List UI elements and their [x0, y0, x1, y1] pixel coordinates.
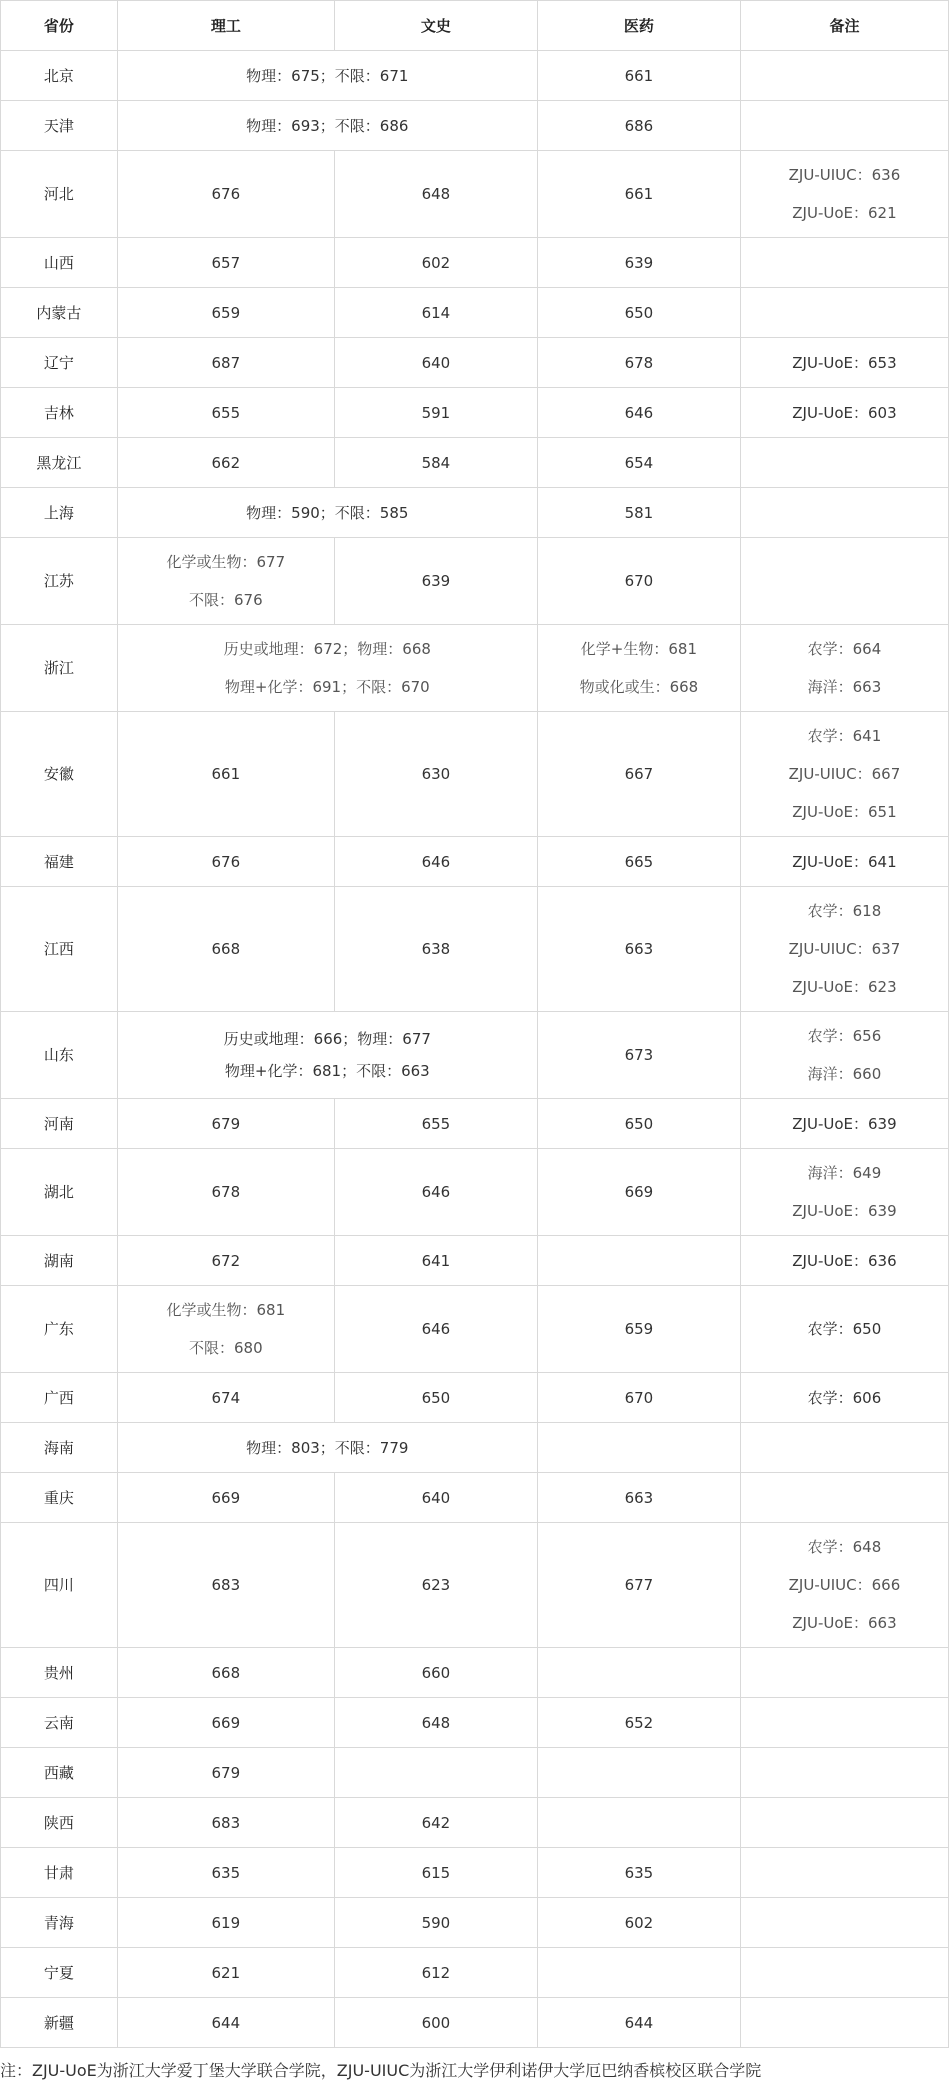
- ligong-wenshi-cell-line: 历史或地理：672；物理：668: [223, 640, 431, 658]
- table-row: [1, 887, 949, 1012]
- ligong-wenshi-cell: 物理：675；不限：671: [117, 51, 537, 101]
- note-cell-line: ZJU-UIUC：636: [788, 166, 901, 184]
- ligong-wenshi-cell: 物理：693；不限：686: [117, 101, 537, 151]
- table-row: [1, 51, 949, 101]
- province-cell: 四川: [1, 1523, 118, 1648]
- yiyao-cell: 650: [537, 288, 740, 338]
- province-cell: 云南: [1, 1698, 118, 1748]
- wenshi-cell: 642: [334, 1798, 537, 1848]
- ligong-wenshi-cell: 物理：590；不限：585: [117, 488, 537, 538]
- province-cell: 广东: [1, 1286, 118, 1373]
- header-ligong: 理工: [117, 1, 334, 51]
- wenshi-cell: 648: [334, 151, 537, 238]
- note-cell: [740, 625, 948, 712]
- table-row: [1, 1748, 949, 1798]
- note-cell: [740, 1898, 948, 1948]
- ligong-cell: 676: [117, 837, 334, 887]
- table-row: [1, 1473, 949, 1523]
- yiyao-cell: [537, 1948, 740, 1998]
- province-cell: 江西: [1, 887, 118, 1012]
- ligong-cell-line: 化学或生物：681: [166, 1301, 286, 1319]
- yiyao-cell: 670: [537, 1373, 740, 1423]
- note-cell: [740, 438, 948, 488]
- table-row: [1, 151, 949, 238]
- note-cell: ZJU-UoE：636: [740, 1236, 948, 1286]
- wenshi-cell: 612: [334, 1948, 537, 1998]
- table-body: [1, 51, 949, 2048]
- table-row: [1, 1798, 949, 1848]
- note-cell: [740, 887, 948, 1012]
- note-cell-line: ZJU-UoE：651: [792, 803, 897, 821]
- note-cell-line: 农学：664: [807, 640, 882, 658]
- note-cell: [740, 538, 948, 625]
- province-cell: 福建: [1, 837, 118, 887]
- table-row: [1, 1423, 949, 1473]
- province-cell: 新疆: [1, 1998, 118, 2048]
- province-cell: 内蒙古: [1, 288, 118, 338]
- province-cell: 山东: [1, 1012, 118, 1099]
- ligong-cell: 669: [117, 1698, 334, 1748]
- ligong-cell: 662: [117, 438, 334, 488]
- ligong-cell: 644: [117, 1998, 334, 2048]
- table-row: [1, 1012, 949, 1099]
- table-row: [1, 388, 949, 438]
- table-row: [1, 238, 949, 288]
- wenshi-cell: 640: [334, 338, 537, 388]
- note-cell-line: 农学：618: [807, 902, 882, 920]
- table-row: [1, 1149, 949, 1236]
- ligong-cell: 687: [117, 338, 334, 388]
- table-row: [1, 1648, 949, 1698]
- ligong-cell: 668: [117, 887, 334, 1012]
- yiyao-cell: 673: [537, 1012, 740, 1099]
- province-cell: 贵州: [1, 1648, 118, 1698]
- yiyao-cell: 661: [537, 151, 740, 238]
- yiyao-cell: [537, 1798, 740, 1848]
- province-cell: 陕西: [1, 1798, 118, 1848]
- note-cell-line: ZJU-UoE：663: [792, 1614, 897, 1632]
- province-cell: 重庆: [1, 1473, 118, 1523]
- wenshi-cell: 615: [334, 1848, 537, 1898]
- yiyao-cell: 646: [537, 388, 740, 438]
- note-cell: [740, 1798, 948, 1848]
- ligong-cell: 621: [117, 1948, 334, 1998]
- yiyao-cell: 654: [537, 438, 740, 488]
- province-cell: 河北: [1, 151, 118, 238]
- ligong-cell: 619: [117, 1898, 334, 1948]
- table-row: [1, 438, 949, 488]
- wenshi-cell: 623: [334, 1523, 537, 1648]
- yiyao-cell: 678: [537, 338, 740, 388]
- yiyao-cell: 663: [537, 1473, 740, 1523]
- table-row: [1, 338, 949, 388]
- table-row: [1, 1698, 949, 1748]
- table-row: [1, 625, 949, 712]
- table-row: [1, 538, 949, 625]
- ligong-cell: 635: [117, 1848, 334, 1898]
- yiyao-cell: 639: [537, 238, 740, 288]
- note-cell: [740, 288, 948, 338]
- ligong-wenshi-cell: [117, 1012, 537, 1099]
- note-cell-line: 农学：656: [807, 1027, 882, 1045]
- note-cell: [740, 1523, 948, 1648]
- note-cell: [740, 1998, 948, 2048]
- ligong-cell: [117, 538, 334, 625]
- table-row: [1, 101, 949, 151]
- table-row: [1, 1286, 949, 1373]
- province-cell: 湖南: [1, 1236, 118, 1286]
- note-cell: ZJU-UoE：653: [740, 338, 948, 388]
- yiyao-cell: 669: [537, 1149, 740, 1236]
- wenshi-cell: 630: [334, 712, 537, 837]
- yiyao-cell: 686: [537, 101, 740, 151]
- yiyao-cell: 663: [537, 887, 740, 1012]
- yiyao-cell: [537, 1236, 740, 1286]
- wenshi-cell: 641: [334, 1236, 537, 1286]
- wenshi-cell: 638: [334, 887, 537, 1012]
- yiyao-cell: 661: [537, 51, 740, 101]
- wenshi-cell: 600: [334, 1998, 537, 2048]
- wenshi-cell: 646: [334, 1286, 537, 1373]
- ligong-cell: 683: [117, 1798, 334, 1848]
- note-cell: [740, 1648, 948, 1698]
- yiyao-cell: 581: [537, 488, 740, 538]
- yiyao-cell: [537, 1648, 740, 1698]
- ligong-wenshi-cell: [117, 625, 537, 712]
- note-cell-line: ZJU-UIUC：666: [788, 1576, 901, 1594]
- table-row: [1, 1523, 949, 1648]
- table-row: [1, 1236, 949, 1286]
- note-cell: ZJU-UoE：603: [740, 388, 948, 438]
- province-cell: 浙江: [1, 625, 118, 712]
- province-cell: 海南: [1, 1423, 118, 1473]
- note-cell: [740, 1149, 948, 1236]
- wenshi-cell: 646: [334, 1149, 537, 1236]
- ligong-cell: 679: [117, 1748, 334, 1798]
- province-cell: 青海: [1, 1898, 118, 1948]
- yiyao-cell: [537, 625, 740, 712]
- note-cell-line: ZJU-UIUC：637: [788, 940, 901, 958]
- wenshi-cell: 655: [334, 1099, 537, 1149]
- wenshi-cell: 590: [334, 1898, 537, 1948]
- note-cell: ZJU-UoE：641: [740, 837, 948, 887]
- note-cell: [740, 1423, 948, 1473]
- province-cell: 吉林: [1, 388, 118, 438]
- wenshi-cell: [334, 1748, 537, 1798]
- wenshi-cell: 660: [334, 1648, 537, 1698]
- table-row: [1, 288, 949, 338]
- note-cell: [740, 101, 948, 151]
- ligong-cell: 655: [117, 388, 334, 438]
- note-cell-line: 农学：648: [807, 1538, 882, 1556]
- wenshi-cell: 614: [334, 288, 537, 338]
- ligong-wenshi-cell-line: 历史或地理：666；物理：677: [223, 1030, 431, 1048]
- province-cell: 甘肃: [1, 1848, 118, 1898]
- province-cell: 山西: [1, 238, 118, 288]
- table-row: [1, 1848, 949, 1898]
- header-province: 省份: [1, 1, 118, 51]
- note-cell-line: 海洋：663: [807, 678, 882, 696]
- ligong-cell: 676: [117, 151, 334, 238]
- ligong-cell: 674: [117, 1373, 334, 1423]
- note-cell: [740, 151, 948, 238]
- table-row: [1, 1898, 949, 1948]
- wenshi-cell: 650: [334, 1373, 537, 1423]
- note-cell: [740, 1748, 948, 1798]
- ligong-cell: 668: [117, 1648, 334, 1698]
- note-cell: 农学：606: [740, 1373, 948, 1423]
- yiyao-cell: 677: [537, 1523, 740, 1648]
- yiyao-cell: 650: [537, 1099, 740, 1149]
- header-note: 备注: [740, 1, 948, 51]
- ligong-cell: 683: [117, 1523, 334, 1648]
- note-cell: [740, 1473, 948, 1523]
- ligong-wenshi-cell-line: 物理+化学：681；不限：663: [224, 1062, 430, 1080]
- wenshi-cell: 640: [334, 1473, 537, 1523]
- province-cell: 上海: [1, 488, 118, 538]
- yiyao-cell-line: 物或化或生：668: [579, 678, 699, 696]
- table-row: [1, 1373, 949, 1423]
- ligong-cell-line: 化学或生物：677: [166, 553, 286, 571]
- yiyao-cell: [537, 1748, 740, 1798]
- note-cell-line: ZJU-UoE：621: [792, 204, 897, 222]
- note-cell: [740, 712, 948, 837]
- yiyao-cell: 659: [537, 1286, 740, 1373]
- header-wenshi: 文史: [334, 1, 537, 51]
- ligong-cell: 657: [117, 238, 334, 288]
- ligong-wenshi-cell-line: 物理+化学：691；不限：670: [224, 678, 430, 696]
- note-cell: [740, 488, 948, 538]
- wenshi-cell: 602: [334, 238, 537, 288]
- note-cell: [740, 1948, 948, 1998]
- province-cell: 河南: [1, 1099, 118, 1149]
- note-cell-line: ZJU-UIUC：667: [788, 765, 901, 783]
- ligong-cell: 672: [117, 1236, 334, 1286]
- ligong-cell: 679: [117, 1099, 334, 1149]
- ligong-cell: 669: [117, 1473, 334, 1523]
- province-cell: 辽宁: [1, 338, 118, 388]
- province-cell: 天津: [1, 101, 118, 151]
- note-cell-line: ZJU-UoE：623: [792, 978, 897, 996]
- ligong-cell: 659: [117, 288, 334, 338]
- note-cell-line: 农学：641: [807, 727, 882, 745]
- province-cell: 黑龙江: [1, 438, 118, 488]
- yiyao-cell: 665: [537, 837, 740, 887]
- yiyao-cell: [537, 1423, 740, 1473]
- wenshi-cell: 584: [334, 438, 537, 488]
- yiyao-cell: 670: [537, 538, 740, 625]
- note-cell: [740, 1012, 948, 1099]
- table-row: [1, 712, 949, 837]
- note-cell: [740, 51, 948, 101]
- ligong-cell-line: 不限：680: [189, 1339, 263, 1357]
- note-cell: [740, 1698, 948, 1748]
- ligong-cell: [117, 1286, 334, 1373]
- note-cell: ZJU-UoE：639: [740, 1099, 948, 1149]
- note-cell: 农学：650: [740, 1286, 948, 1373]
- wenshi-cell: 646: [334, 837, 537, 887]
- province-cell: 宁夏: [1, 1948, 118, 1998]
- table-row: [1, 1948, 949, 1998]
- wenshi-cell: 591: [334, 388, 537, 438]
- note-cell: [740, 238, 948, 288]
- yiyao-cell-line: 化学+生物：681: [580, 640, 697, 658]
- note-cell: [740, 1848, 948, 1898]
- wenshi-cell: 648: [334, 1698, 537, 1748]
- ligong-cell: 678: [117, 1149, 334, 1236]
- header-yiyao: 医药: [537, 1, 740, 51]
- table-row: [1, 1099, 949, 1149]
- table-row: [1, 1998, 949, 2048]
- footnote: 注：ZJU-UoE为浙江大学爱丁堡大学联合学院，ZJU-UIUC为浙江大学伊利诺伊大学厄巴纳香槟校区联合学院: [0, 2061, 762, 2080]
- table-row: [1, 837, 949, 887]
- yiyao-cell: 667: [537, 712, 740, 837]
- header-row: [1, 1, 949, 51]
- province-cell: 北京: [1, 51, 118, 101]
- yiyao-cell: 602: [537, 1898, 740, 1948]
- note-cell-line: ZJU-UoE：639: [792, 1202, 897, 1220]
- table-row: [1, 488, 949, 538]
- yiyao-cell: 644: [537, 1998, 740, 2048]
- province-cell: 江苏: [1, 538, 118, 625]
- province-cell: 湖北: [1, 1149, 118, 1236]
- yiyao-cell: 652: [537, 1698, 740, 1748]
- ligong-wenshi-cell: 物理：803；不限：779: [117, 1423, 537, 1473]
- province-cell: 西藏: [1, 1748, 118, 1798]
- ligong-cell: 661: [117, 712, 334, 837]
- note-cell-line: 海洋：649: [807, 1164, 882, 1182]
- wenshi-cell: 639: [334, 538, 537, 625]
- note-cell-line: 海洋：660: [807, 1065, 882, 1083]
- yiyao-cell: 635: [537, 1848, 740, 1898]
- province-cell: 广西: [1, 1373, 118, 1423]
- province-cell: 安徽: [1, 712, 118, 837]
- ligong-cell-line: 不限：676: [189, 591, 263, 609]
